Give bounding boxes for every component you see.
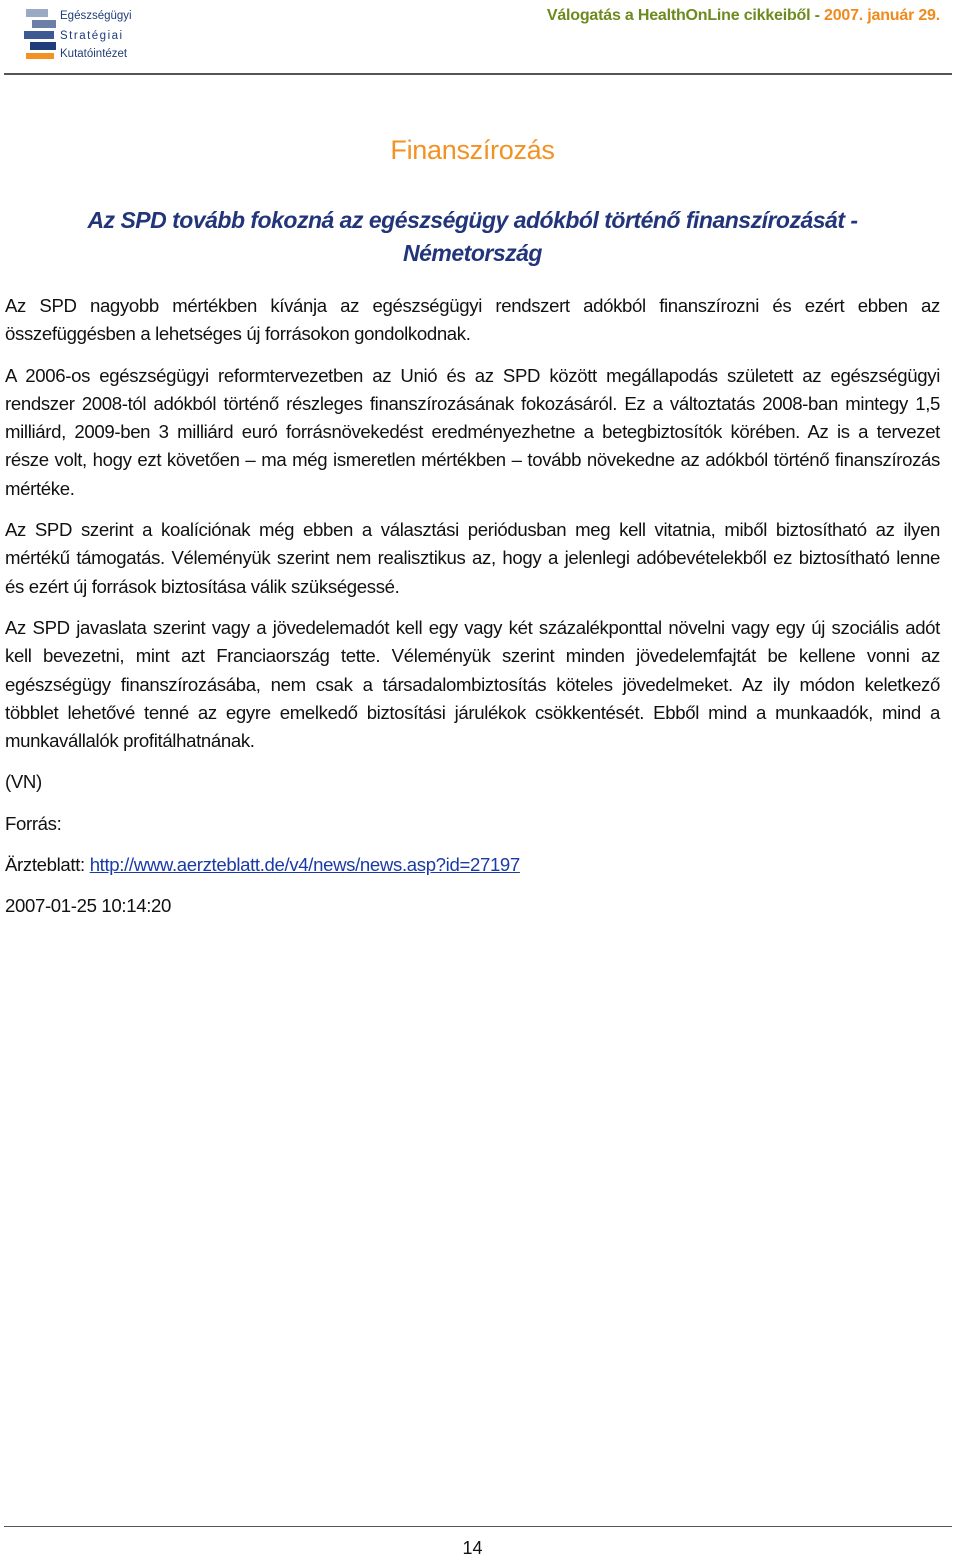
- page-number: 14: [462, 1538, 483, 1558]
- page-header: [0, 0, 960, 76]
- paragraph-1: Az SPD nagyobb mértékben kívánja az egészségügyi rendszert adókból finanszírozni és ezért ebben az összefüggésben a lehetséges új forrásokon gondolkodnak.: [5, 295, 940, 345]
- paragraph-4: Az SPD javaslata szerint vagy a jövedelemadót kell egy vagy két százalékponttal növelni vagy egy új szociális adót kell bevezetni, mint azt Franciaország tette. Véleményük szerint minden jövedelemfajtát be kellene vonni az egészségügy finanszírozásába, nem csak a társadalombiztosítás köteles jövedelmeket. Az ily módon keletkező többlet lehetővé tenné az egyre emelkedő biztosítási járulékok csökkentését. Ebből mind a munkaadók, mind a munkavállalók profitálhatnának.: [5, 616, 940, 752]
- article-timestamp: 2007-01-25 10:14:20: [5, 895, 172, 917]
- source-link[interactable]: http://www.aerzteblatt.de/v4/news/news.asp?id=27197: [89, 854, 520, 876]
- section-title: Finanszírozás: [390, 135, 555, 165]
- publication-date: 2007. január 29.: [824, 7, 940, 24]
- source-name: Ärzteblatt:: [5, 854, 90, 876]
- header-title: [547, 7, 940, 25]
- publication-name: Válogatás a HealthOnLine cikkeiből -: [546, 7, 820, 24]
- paragraph-2: A 2006-os egészségügyi reformtervezetben az Unió és az SPD között megállapodás született az egészségügyi rendszer 2008-tól adókból történő részleges finanszírozásának fokozásáról. Ez a változtatás 2008-ban mintegy 1,5 milliárd, 2009-ben 3 milliárd euró forrásnövekedést eredményezhetne a betegbiztosítók körében. Az is a tervezet része volt, hogy ezt követően – ma még ismeretlen mértékben – tovább növekedne az adókból történő finanszírozás mértéke.: [5, 364, 940, 499]
- logo-line-2: Stratégiai: [60, 30, 124, 42]
- source-label: Forrás:: [5, 812, 62, 834]
- footer-divider: [4, 1526, 952, 1527]
- logo-line-1: Egészségügyi: [60, 10, 132, 22]
- header-divider: [4, 73, 952, 75]
- paragraph-3: Az SPD szerint a koalíciónak még ebben a választási periódusban meg kell vitatnia, miből biztosítható az ilyen mértékű támogatás. Véleményük szerint nem realisztikus az, hogy a jelenlegi adóbevételekből ez biztosítható lenne és ezért új források biztosítása válik szükségessé.: [5, 519, 940, 597]
- source-line: [5, 851, 940, 879]
- logo-bars-icon: [22, 4, 62, 64]
- logo: [22, 4, 162, 64]
- logo-line-3: Kutatóintézet: [60, 48, 128, 60]
- author-initials: (VN): [5, 771, 42, 793]
- article-title: Az SPD tovább fokozná az egészségügy adókból történő finanszírozását - Németország: [87, 207, 858, 266]
- article-content: [5, 130, 940, 921]
